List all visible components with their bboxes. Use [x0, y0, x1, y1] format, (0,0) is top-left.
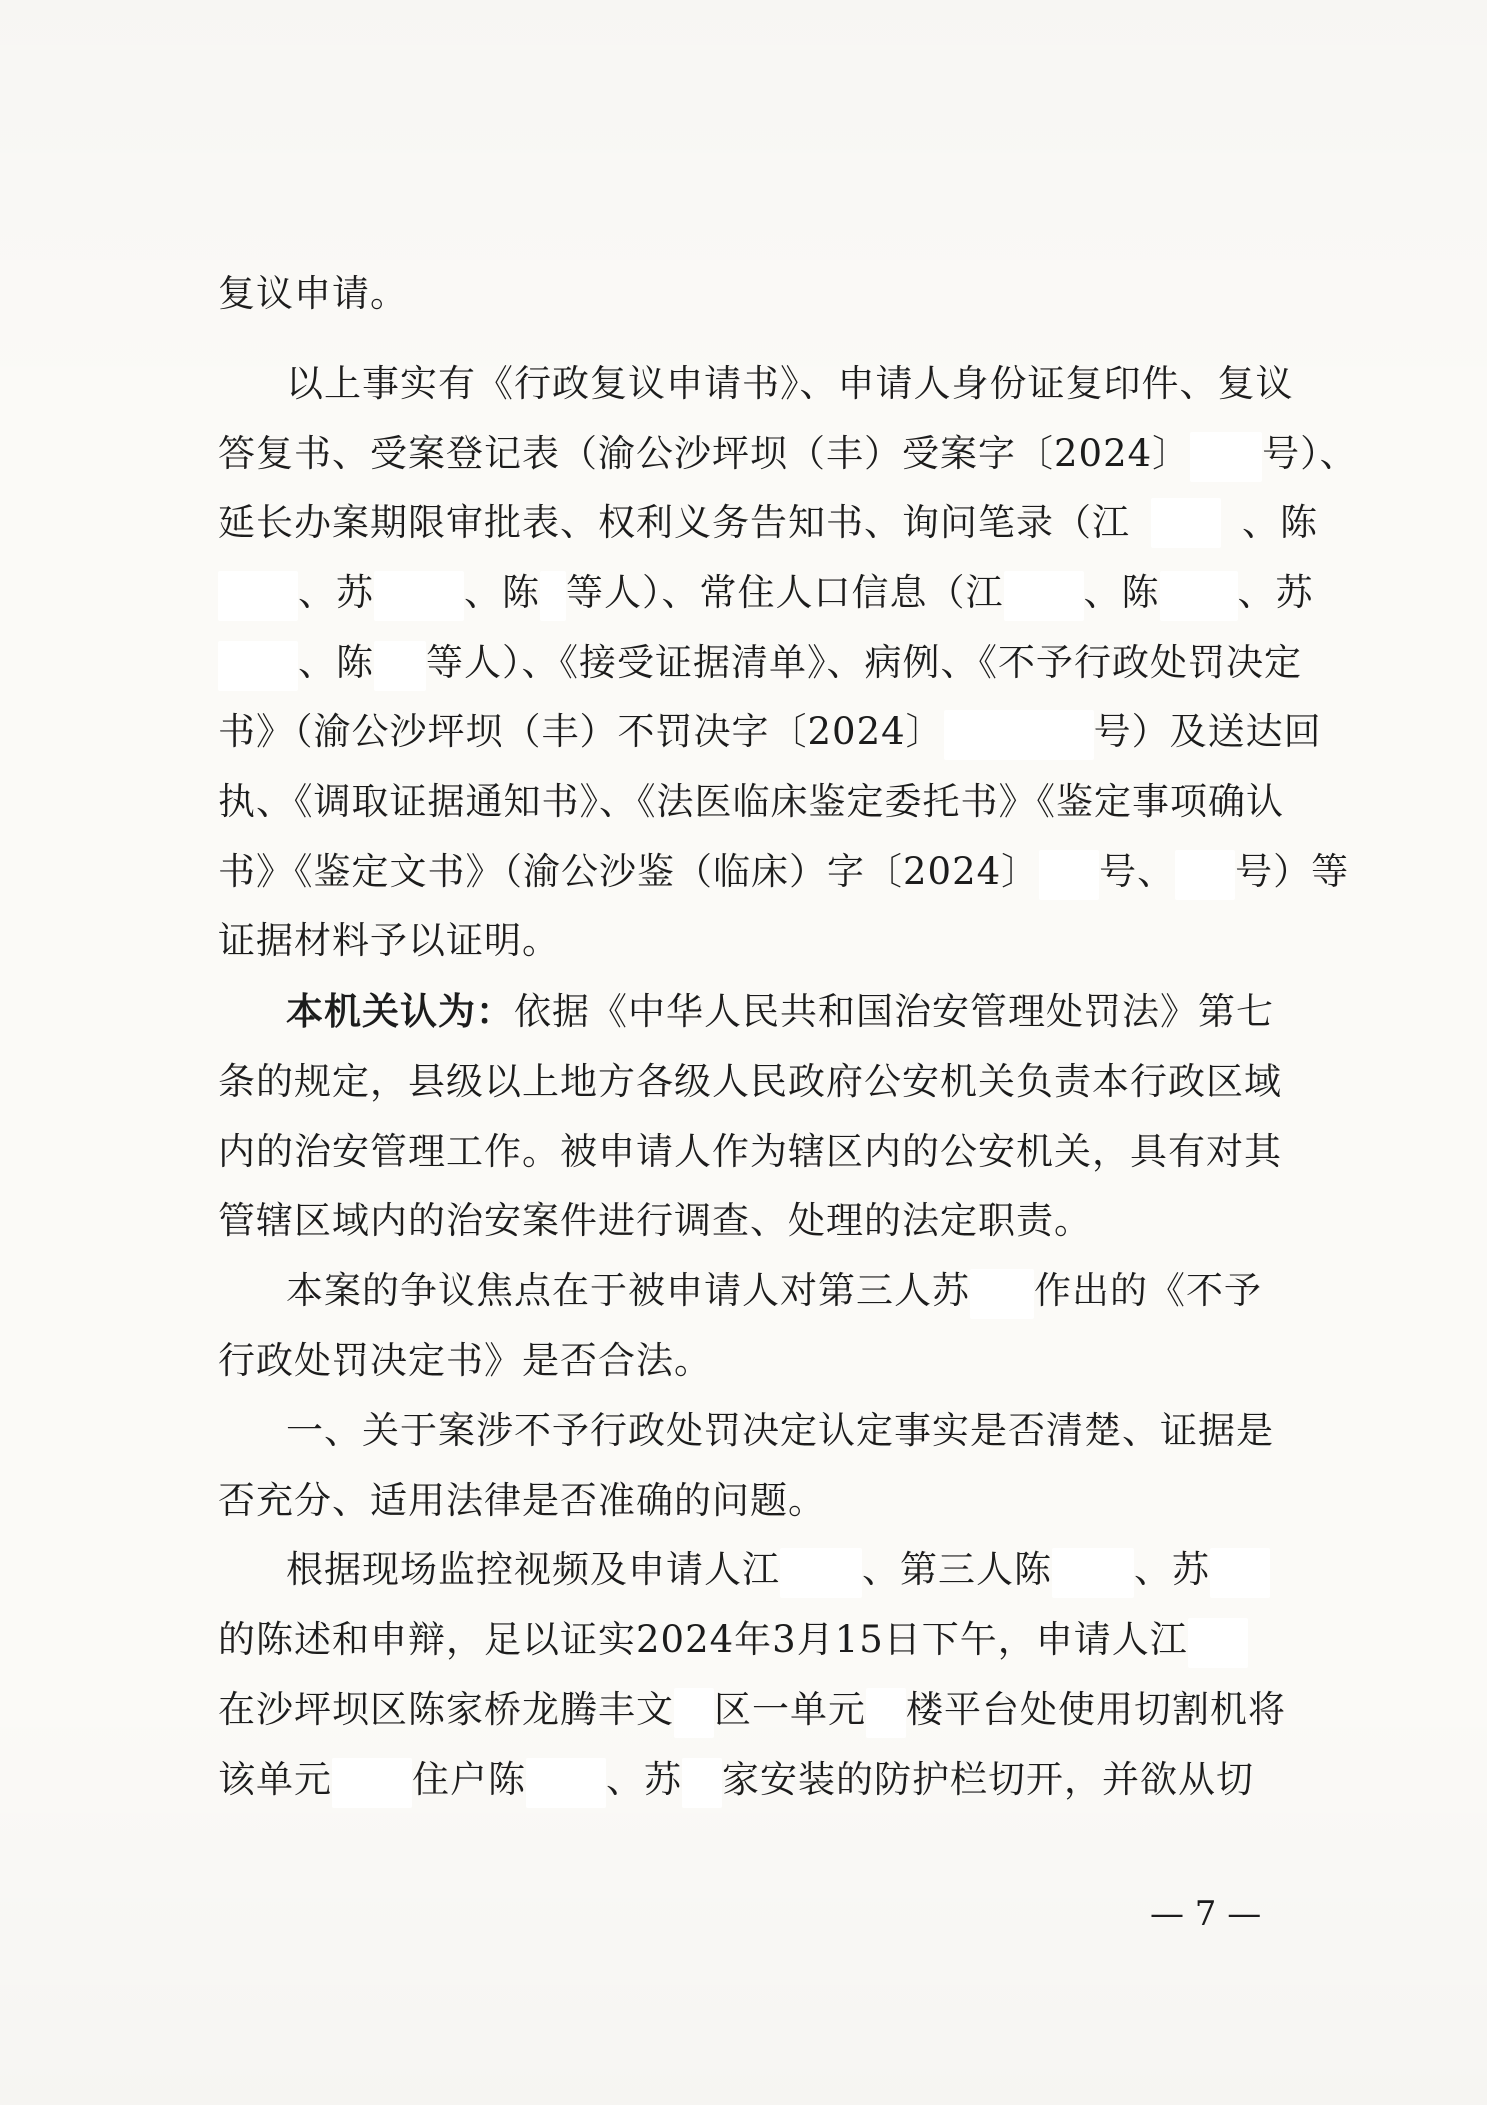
text-segment: 一、关于案涉不予行政处罚决定认定事实是否清楚、证据是	[286, 1409, 1274, 1452]
text-segment: 等人）、《接受证据清单》、病例、《不予行政处罚决定	[426, 641, 1302, 684]
line-7	[218, 770, 1318, 834]
line-9	[218, 909, 1318, 973]
redaction-mask	[970, 1269, 1034, 1319]
redaction-mask	[374, 571, 464, 621]
text-segment: 证据材料予以证明。	[218, 919, 560, 962]
text-segment: 条的规定，县级以上地方各级人民政府公安机关负责本行政区域	[218, 1060, 1282, 1103]
text-segment: 在沙坪坝区陈家桥龙腾丰文	[218, 1688, 674, 1731]
text-segment: 区一单元	[714, 1688, 866, 1731]
line-19	[218, 1608, 1318, 1672]
section-heading-label: 本机关认为：	[286, 990, 514, 1033]
redaction-mask	[1052, 1548, 1134, 1598]
line-2	[218, 422, 1358, 486]
redaction-mask	[526, 1758, 606, 1808]
text-segment: 、陈	[464, 571, 540, 614]
text-segment: 书》《鉴定文书》（渝公沙鉴（临床）字〔2024〕	[218, 850, 1040, 893]
redaction-mask	[944, 710, 1094, 760]
line-10	[286, 980, 1318, 1044]
text-segment: 、陈	[298, 641, 374, 684]
redaction-mask	[682, 1758, 722, 1808]
text-segment: 执、《调取证据通知书》、《法医临床鉴定委托书》《鉴定事项确认	[218, 780, 1284, 823]
line-16	[286, 1399, 1318, 1463]
line-20	[218, 1678, 1318, 1742]
redaction-mask	[540, 571, 566, 621]
redaction-mask	[866, 1688, 906, 1738]
text-segment: 、苏	[1237, 571, 1314, 614]
text-segment: 延长办案期限审批表、权利义务告知书、询问笔录（江	[218, 501, 1130, 544]
line-17	[218, 1469, 1318, 1533]
text-segment: 以上事实有《行政复议申请书》、申请人身份证复印件、复议	[286, 362, 1294, 405]
text-segment: 、陈	[1083, 571, 1160, 614]
line-18	[286, 1538, 1318, 1602]
text-segment: 的陈述和申辩，足以证实2024年3月15日下午，申请人江	[218, 1618, 1188, 1661]
text-segment: 家安装的防护栏切开，并欲从切	[722, 1758, 1254, 1801]
text-segment: 否充分、适用法律是否准确的问题。	[218, 1479, 826, 1522]
text-segment: 管辖区域内的治安案件进行调查、处理的法定职责。	[218, 1199, 1092, 1242]
line-11	[218, 1050, 1318, 1114]
redaction-mask	[1175, 850, 1235, 900]
text-segment: 书》（渝公沙坪坝（丰）不罚决字〔2024〕	[218, 710, 944, 753]
line-4	[218, 561, 1318, 625]
redaction-mask	[332, 1758, 412, 1808]
redaction-mask	[1039, 850, 1099, 900]
line-8	[218, 840, 1350, 904]
text-segment: 楼平台处使用切割机将	[906, 1688, 1286, 1731]
text-segment: 该单元	[218, 1758, 332, 1801]
line-21	[218, 1748, 1318, 1812]
text-segment: 内的治安管理工作。被申请人作为辖区内的公安机关，具有对其	[218, 1130, 1282, 1173]
line-15	[218, 1329, 1318, 1393]
redaction-mask	[674, 1688, 714, 1738]
text-segment: 行政处罚决定书》是否合法。	[218, 1339, 712, 1382]
text-segment: 、第三人陈	[862, 1548, 1052, 1591]
text-segment: 号）、	[1262, 432, 1358, 475]
text-segment: 号）等	[1235, 850, 1350, 893]
redaction-mask	[374, 641, 426, 691]
redaction-mask	[780, 1548, 862, 1598]
text-segment: 本案的争议焦点在于被申请人对第三人苏	[286, 1269, 970, 1312]
redaction-mask	[1188, 1618, 1248, 1668]
redaction-mask	[218, 571, 298, 621]
text-segment: 等人）、常住人口信息（江	[566, 571, 1004, 614]
text-segment: 作出的《不予	[1034, 1269, 1262, 1312]
text-segment: 根据现场监控视频及申请人江	[286, 1548, 780, 1591]
text-segment: 依据《中华人民共和国治安管理处罚法》第七	[514, 990, 1274, 1033]
line-0	[218, 262, 1318, 326]
redaction-mask	[218, 641, 298, 691]
text-segment: 住户陈	[412, 1758, 526, 1801]
text-segment: 、苏	[606, 1758, 682, 1801]
text-segment: 复议申请。	[218, 272, 408, 315]
line-6	[218, 700, 1322, 764]
line-5	[218, 631, 1318, 695]
text-segment: 、陈	[1242, 501, 1318, 544]
redaction-mask	[1160, 571, 1238, 621]
text-segment: 、苏	[1134, 1548, 1210, 1591]
text-segment: 号）及送达回	[1093, 710, 1322, 753]
redaction-mask	[1004, 571, 1084, 621]
page-number: — 7 —	[1150, 1894, 1262, 1934]
line-1	[286, 352, 1318, 416]
line-14	[286, 1259, 1318, 1323]
line-12	[218, 1120, 1318, 1184]
redaction-mask	[1190, 432, 1262, 482]
text-segment: 号、	[1099, 850, 1176, 893]
redaction-mask	[1210, 1548, 1270, 1598]
text-segment: 答复书、受案登记表（渝公沙坪坝（丰）受案字〔2024〕	[218, 432, 1191, 475]
line-13	[218, 1189, 1318, 1253]
redaction-mask	[1151, 498, 1221, 548]
text-segment: 、苏	[298, 571, 374, 614]
line-3	[218, 491, 1318, 555]
